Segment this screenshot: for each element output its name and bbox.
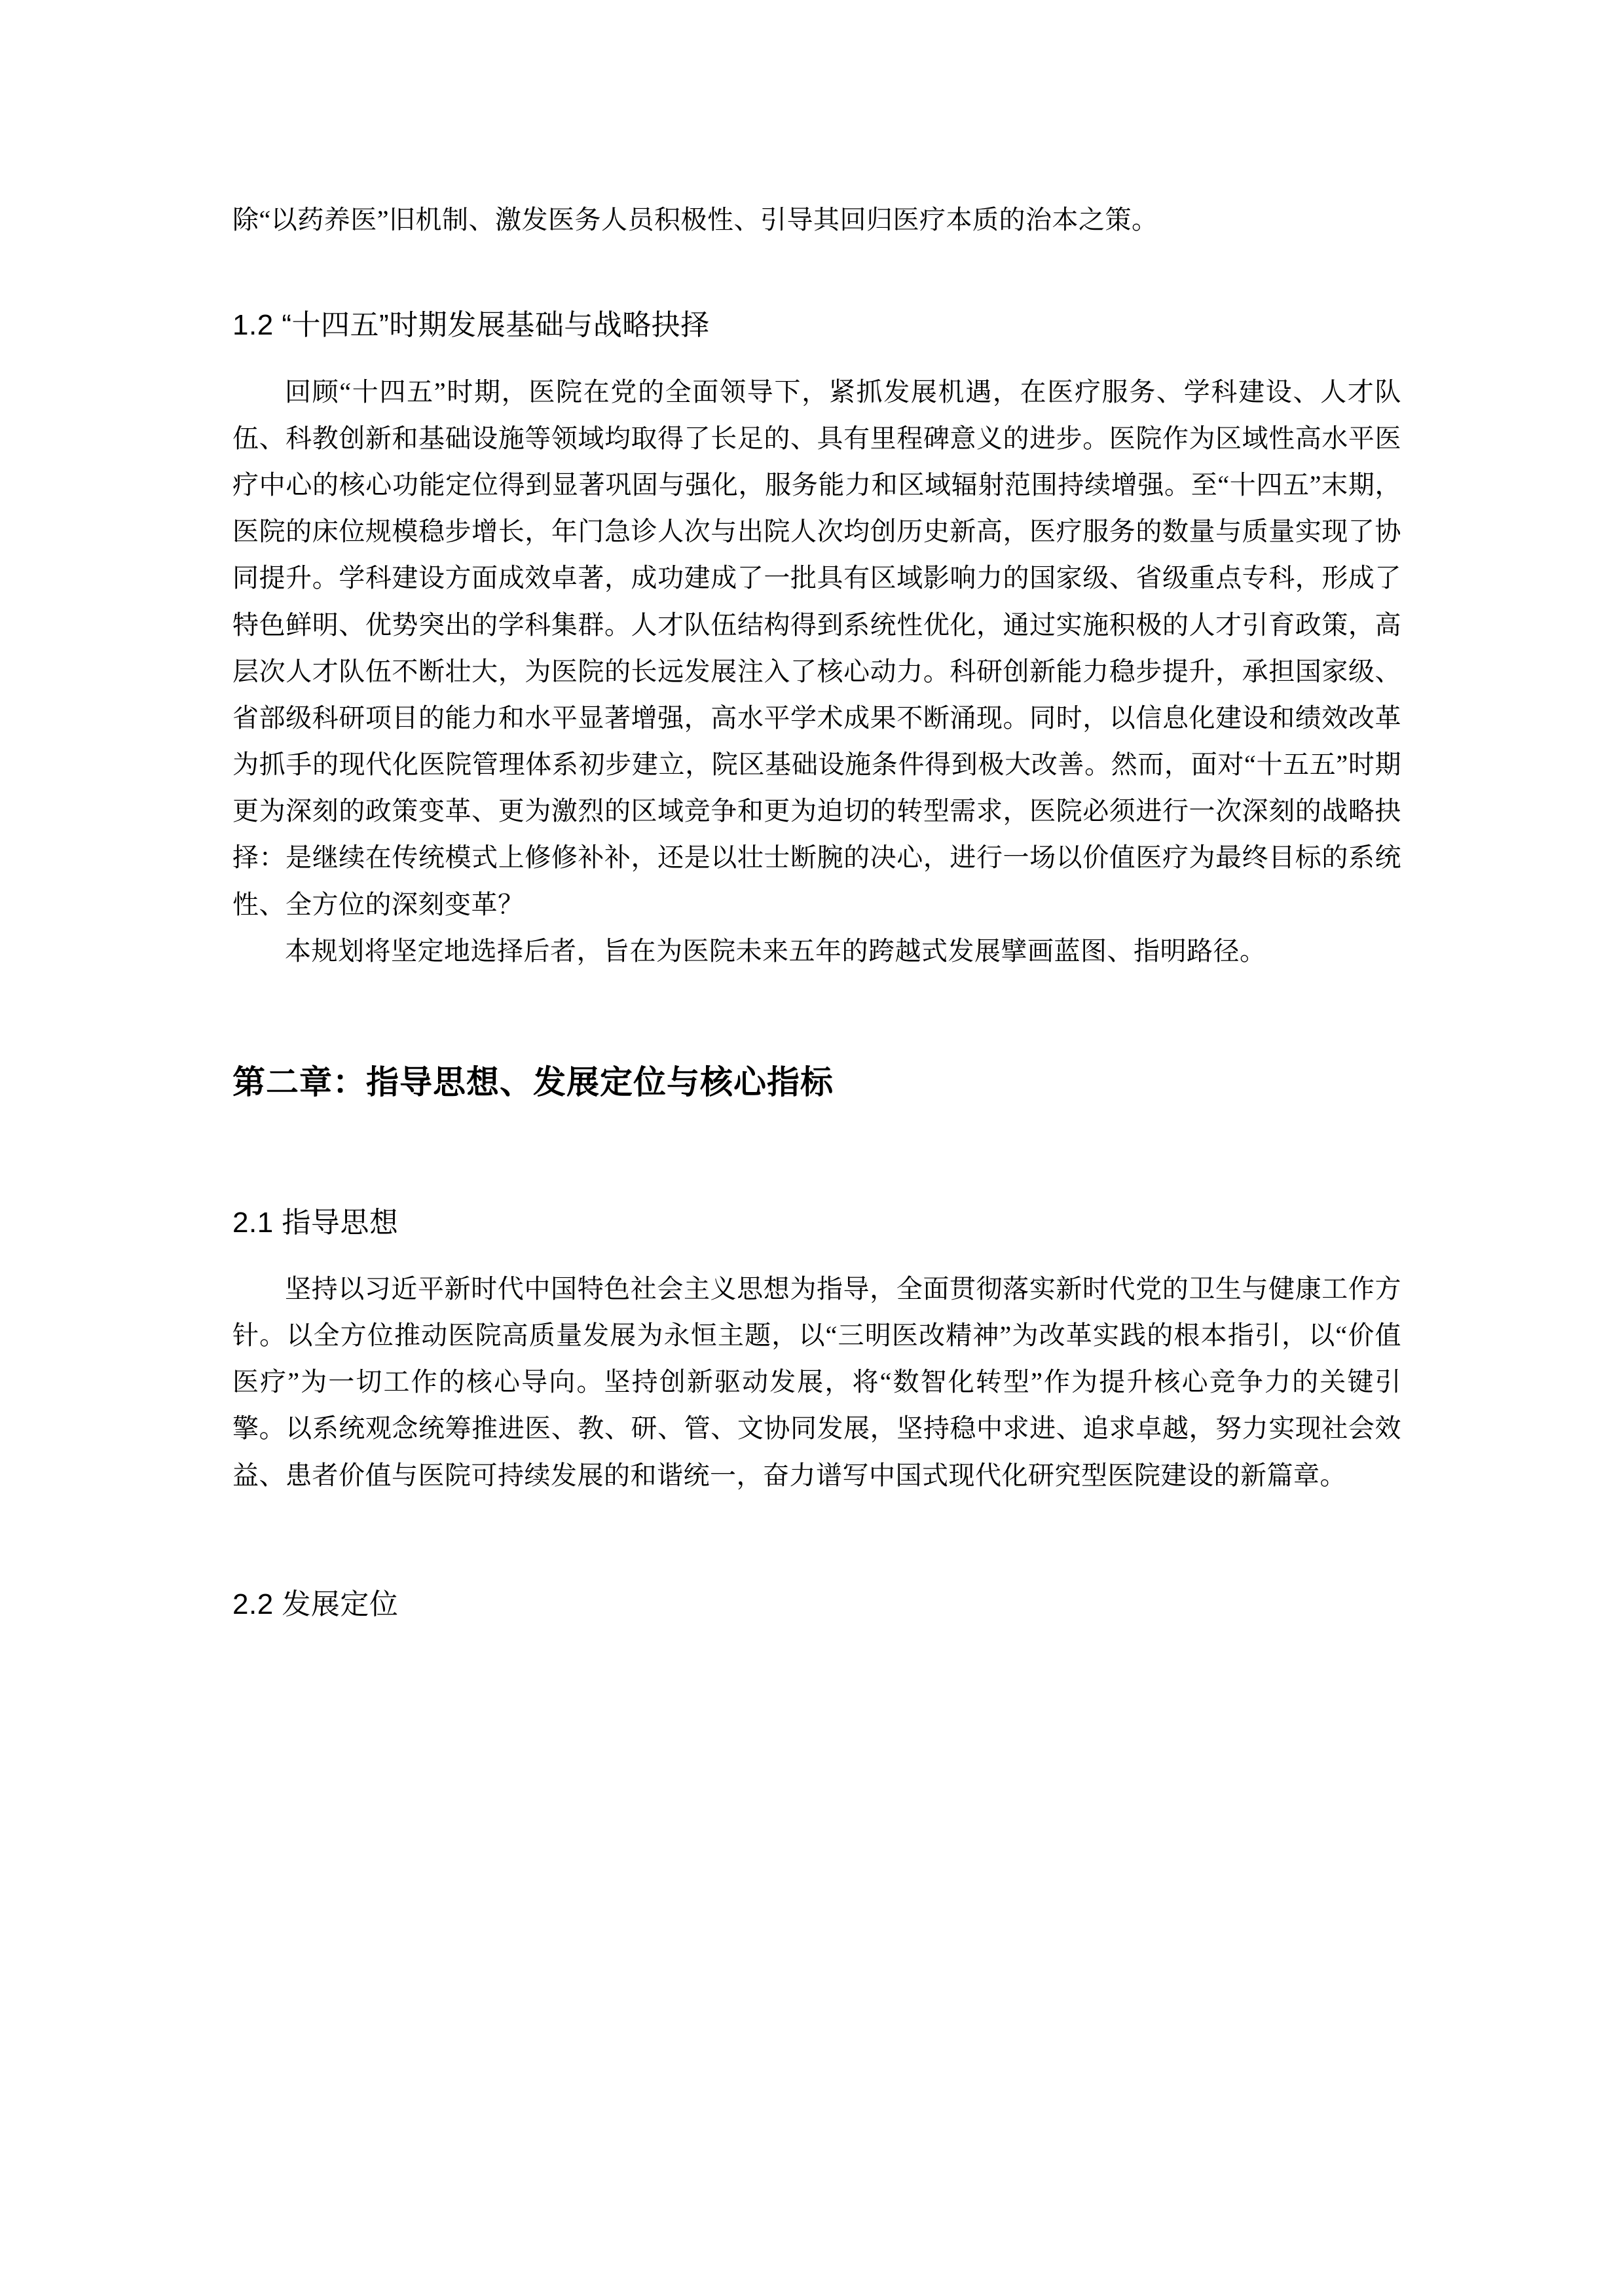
spacer <box>232 1105 1401 1203</box>
spacer <box>232 974 1401 1061</box>
chapter-heading-2: 第二章：指导思想、发展定位与核心指标 <box>232 1064 834 1101</box>
section-1-2-paragraph-1: 回顾“十四五”时期，医院在党的全面领导下，紧抓发展机遇，在医疗服务、学科建设、人才队伍、科教创新和基础设施等领域均取得了长足的、具有里程碑意义的进步。医院作为区域性高水平医疗中心的核心功能定位得到显著巩固与强化，服务能力和区域辐射范围持续增强。至“十四五”末期，医院的床位规模稳步增长，年门急诊人次与出院人次均创历史新高，医疗服务的数量与质量实现了协同提升。学科建设方面成效卓著，成功建成了一批具有区域影响力的国家级、省级重点专科，形成了特色鲜明、优势突出的学科集群。人才队伍结构得到系统性优化，通过实施积极的人才引育政策，高层次人才队伍不断壮大，为医院的长远发展注入了核心动力。科研创新能力稳步提升，承担国家级、省部级科研项目的能力和水平显著增强，高水平学术成果不断涌现。同时，以信息化建设和绩效改革为抓手的现代化医院管理体系初步建立，院区基础设施条件得到极大改善。然而，面对“十五五”时期更为深刻的政策变革、更为激烈的区域竞争和更为迫切的转型需求，医院必须进行一次深刻的战略抉择：是继续在传统模式上修修补补，还是以壮士断腕的决心，进行一场以价值医疗为最终目标的系统性、全方位的深刻变革？ <box>232 376 1401 919</box>
section-2-1-paragraph-1: 坚持以习近平新时代中国特色社会主义思想为指导，全面贯彻落实新时代党的卫生与健康工作方针。以全方位推动医院高质量发展为永恒主题，以“三明医改精神”为改革实践的根本指引，以“价值医疗”为一切工作的核心导向。坚持创新驱动发展，将“数智化转型”作为提升核心竞争力的关键引擎。以系统观念统筹推进医、教、研、管、文协同发展，坚持稳中求进、追求卓越，努力实现社会效益、患者价值与医院可持续发展的和谐统一，奋力谱写中国式现代化研究型医院建设的新篇章。 <box>232 1273 1401 1490</box>
carryover-paragraph: 除“以药养医”旧机制、激发医务人员积极性、引导其回归医疗本质的治本之策。 <box>232 205 1158 234</box>
spacer <box>232 1242 1401 1266</box>
section-1-2-paragraph-2: 本规划将坚定地选择后者，旨在为医院未来五年的跨越式发展擘画蓝图、指明路径。 <box>285 936 1266 966</box>
document-body <box>232 196 1401 1624</box>
section-heading-2-2: 2.2 发展定位 <box>232 1588 399 1620</box>
spacer <box>232 243 1401 306</box>
section-heading-1-2: 1.2 “十四五”时期发展基础与战略抉择 <box>232 309 710 342</box>
spacer <box>232 1499 1401 1585</box>
section-heading-2-1: 2.1 指导思想 <box>232 1206 399 1239</box>
spacer <box>232 345 1401 369</box>
